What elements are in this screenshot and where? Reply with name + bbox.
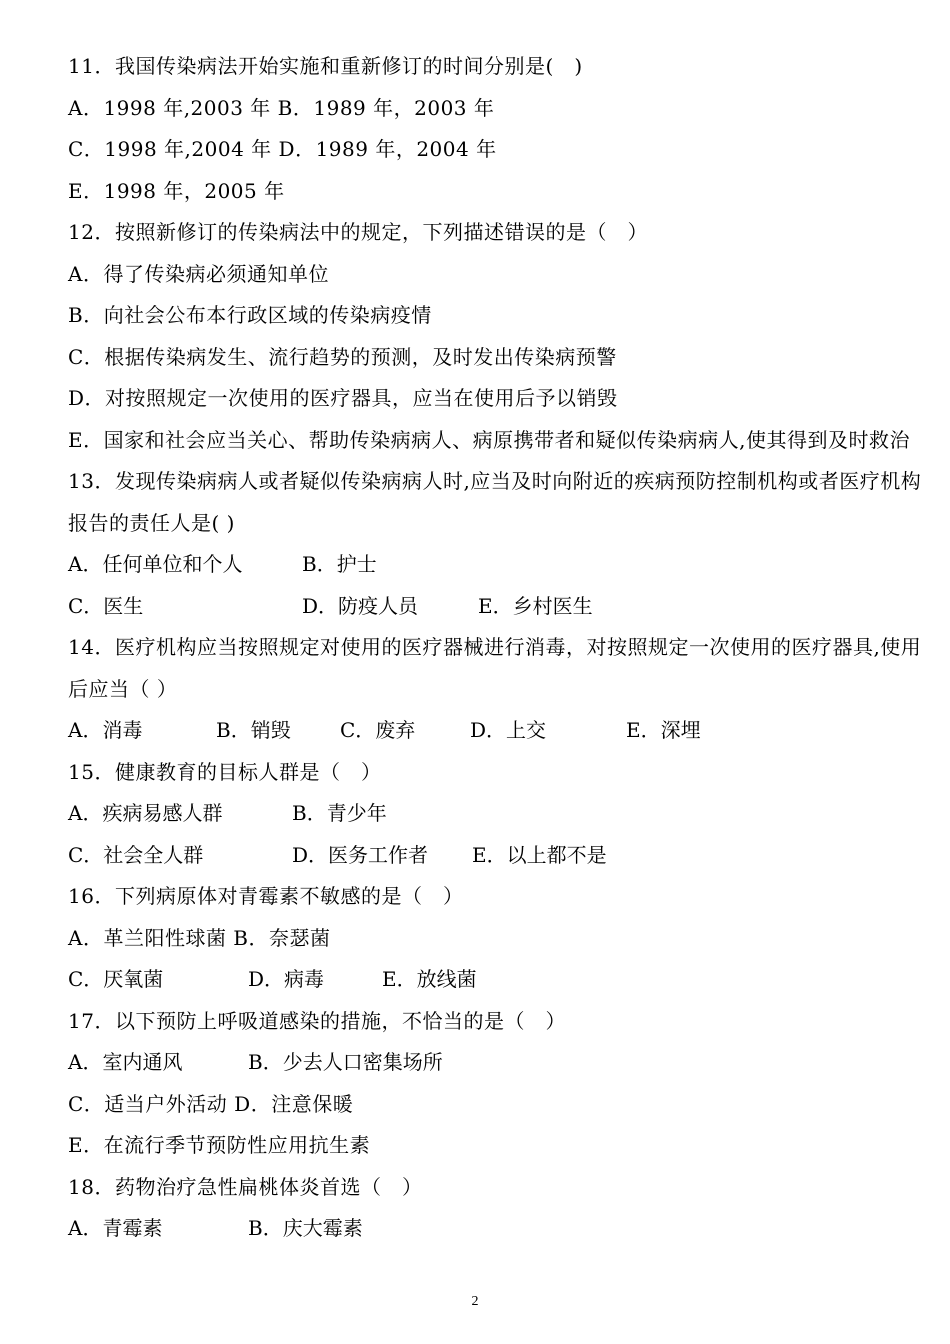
question-17-option-b: B．少去人口密集场所 <box>248 1050 443 1074</box>
question-18-options-row-1 <box>68 1208 932 1250</box>
question-15-option-b: B．青少年 <box>292 801 387 825</box>
question-11-options-row-3: E．1998 年，2005 年 <box>68 178 285 203</box>
question-14-option-c: C．废弃 <box>340 718 416 742</box>
question-13-stem: 13．发现传染病病人或者疑似传染病病人时,应当及时向附近的疾病预防控制机构或者医疗机构报告的责任人是( ) <box>68 469 922 535</box>
question-16-option-d: D．病毒 <box>248 967 325 991</box>
question-17-option-a: A．室内通风 <box>68 1050 183 1074</box>
question-17-options-row-2: C．适当户外活动 D．注意保暖 <box>68 1091 354 1116</box>
question-15-option-c: C．社会全人群 <box>68 842 204 867</box>
question-14-option-b: B．销毁 <box>216 718 291 742</box>
question-11-options-row-1: A．1998 年,2003 年 B．1989 年，2003 年 <box>68 95 495 120</box>
question-17-options-row-3: E．在流行季节预防性应用抗生素 <box>68 1133 371 1157</box>
question-15-option-d: D．医务工作者 <box>292 842 429 867</box>
question-15-options-row-1 <box>68 793 932 835</box>
question-12-option-c: C．根据传染病发生、流行趋势的预测，及时发出传染病预警 <box>68 344 617 369</box>
question-17-options-row-1 <box>68 1042 932 1084</box>
question-16-option-c: C．厌氧菌 <box>68 967 164 991</box>
question-13-option-d: D．防疫人员 <box>302 593 419 618</box>
page-number: 2 <box>471 1294 479 1309</box>
question-15-option-e: E．以上都不是 <box>472 842 607 867</box>
question-13-option-a: A．任何单位和个人 <box>68 552 243 576</box>
question-16-stem: 16．下列病原体对青霉素不敏感的是（ ） <box>68 884 464 908</box>
question-13-options-row-2 <box>68 586 932 628</box>
question-16-option-e: E．放线菌 <box>382 967 477 991</box>
question-16-options-row-1: A．革兰阳性球菌 B．奈瑟菌 <box>68 925 331 950</box>
question-list <box>68 46 932 1250</box>
question-12-stem: 12．按照新修订的传染病法中的规定，下列描述错误的是（ ） <box>68 220 649 244</box>
question-14-options-row-1 <box>68 710 932 752</box>
question-12-option-b: B．向社会公布本行政区域的传染病疫情 <box>68 303 432 327</box>
question-11-options-row-2: C．1998 年,2004 年 D．1989 年，2004 年 <box>68 137 497 161</box>
question-16-options-row-2 <box>68 959 932 1001</box>
question-18-stem: 18．药物治疗急性扁桃体炎首选（ ） <box>68 1174 423 1199</box>
question-14-option-d: D．上交 <box>470 718 547 742</box>
question-13-option-e: E．乡村医生 <box>478 593 593 618</box>
question-18-option-a: A．青霉素 <box>68 1216 163 1240</box>
question-14-option-e: E．深埋 <box>626 718 701 742</box>
question-12-option-d: D．对按照规定一次使用的医疗器具，应当在使用后予以销毁 <box>68 386 618 410</box>
question-15-options-row-2 <box>68 835 932 877</box>
question-13-option-b: B．护士 <box>302 552 377 576</box>
question-12-option-a: A．得了传染病必须通知单位 <box>68 261 329 286</box>
question-14-stem: 14．医疗机构应当按照规定对使用的医疗器械进行消毒，对按照规定一次使用的医疗器具,使用后应当（ ） <box>68 635 922 701</box>
question-18-option-b: B．庆大霉素 <box>248 1216 363 1240</box>
question-15-stem: 15．健康教育的目标人群是（ ） <box>68 759 382 784</box>
question-12-option-e: E．国家和社会应当关心、帮助传染病病人、病原携带者和疑似传染病病人,使其得到及时救治 <box>68 427 910 452</box>
question-11-stem: 11．我国传染病法开始实施和重新修订的时间分别是( ) <box>68 54 583 78</box>
question-14-option-a: A．消毒 <box>68 718 143 742</box>
question-17-stem: 17．以下预防上呼吸道感染的措施，不恰当的是（ ） <box>68 1008 567 1033</box>
question-13-option-c: C．医生 <box>68 593 144 618</box>
question-15-option-a: A．疾病易感人群 <box>68 801 223 825</box>
question-13-options-row-1 <box>68 544 932 586</box>
